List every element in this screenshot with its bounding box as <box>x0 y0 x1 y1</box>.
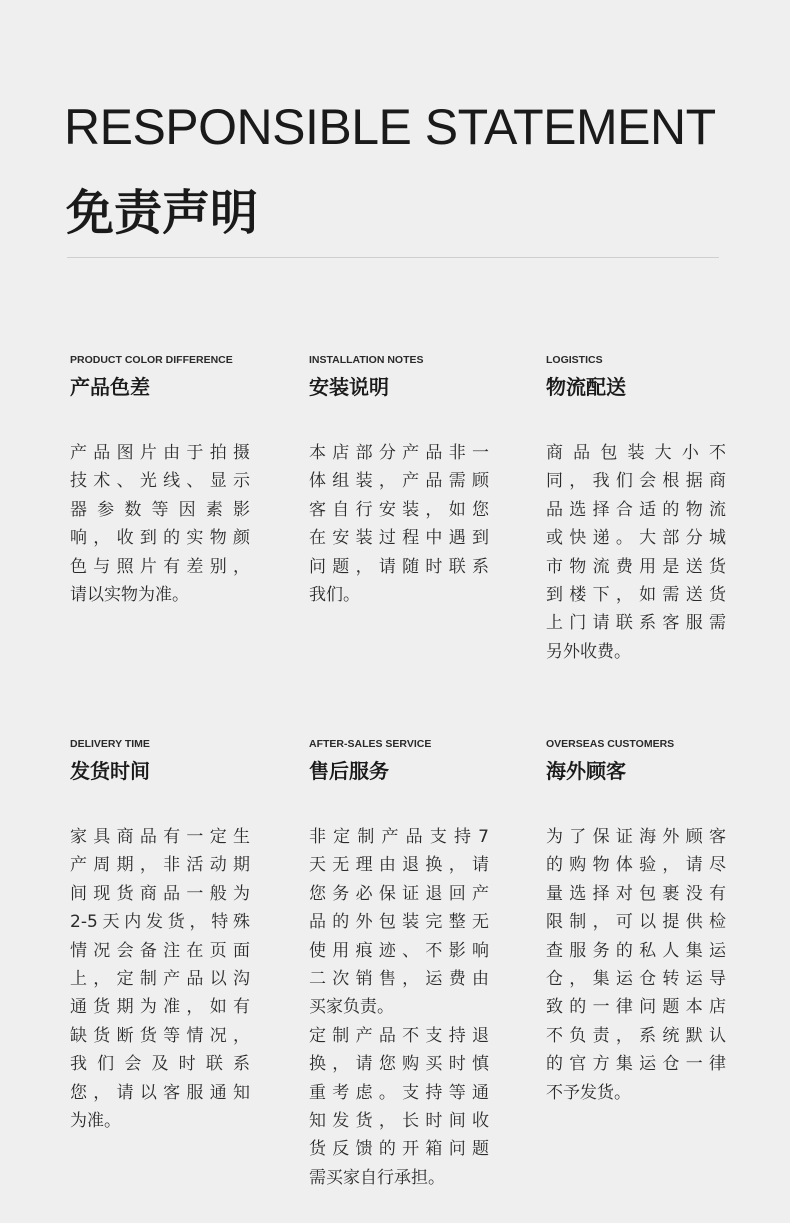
section-overseas-customers <box>546 737 736 1107</box>
section-heading: 发货时间 <box>70 759 150 783</box>
body-line: 知发货，长时间收 <box>309 1111 489 1132</box>
body-line: 在安装过程中遇到 <box>309 528 489 549</box>
body-line: 为准。 <box>70 1111 121 1132</box>
body-line: 或快递。大部分城 <box>546 528 726 549</box>
body-line: 重考虑。支持等通 <box>309 1082 489 1103</box>
body-line: 市物流费用是送货 <box>546 556 726 577</box>
body-line: 为了保证海外顾客 <box>546 827 726 847</box>
section-heading: 海外顾客 <box>546 759 626 783</box>
body-line: 品选择合适的物流 <box>546 499 726 520</box>
body-line: 缺货断货等情况， <box>70 1025 250 1046</box>
body-line: 使用痕迹、不影响 <box>309 940 489 961</box>
section-after-sales-service <box>309 737 499 1192</box>
body-line: 色与照片有差别， <box>70 556 250 577</box>
section-heading: 安装说明 <box>309 375 389 399</box>
body-line: 家具商品有一定生 <box>70 827 250 847</box>
section-installation-notes <box>309 353 499 609</box>
body-line: 情况会备注在页面 <box>70 940 250 961</box>
section-body <box>309 823 489 1192</box>
section-body <box>546 439 726 666</box>
body-line: 技术、光线、显示 <box>70 471 250 492</box>
body-line: 问题，请随时联系 <box>309 556 489 577</box>
body-line: 天无理由退换，请 <box>309 855 489 876</box>
body-line: 通货期为准，如有 <box>70 997 250 1018</box>
body-line: 查服务的私人集运 <box>546 940 726 961</box>
body-line: 另外收费。 <box>546 641 631 662</box>
body-line: 到楼下，如需送货 <box>546 585 726 606</box>
body-line: 响，收到的实物颜 <box>70 528 250 549</box>
section-logistics <box>546 353 736 666</box>
body-line: 需买家自行承担。 <box>309 1167 445 1188</box>
body-line: 器参数等因素影 <box>70 499 250 520</box>
body-line: 的购物体验，请尽 <box>546 855 726 876</box>
section-label-english: LOGISTICS <box>546 354 603 366</box>
section-heading: 售后服务 <box>309 759 389 783</box>
section-label-english: AFTER-SALES SERVICE <box>309 738 432 750</box>
body-line: 货反馈的开箱问题 <box>309 1139 489 1160</box>
section-body <box>70 439 250 609</box>
body-line: 换，请您购买时慎 <box>309 1054 489 1075</box>
body-line: 致的一律问题本店 <box>546 997 726 1018</box>
body-line: 产周期，非活动期 <box>70 855 250 876</box>
section-body <box>309 439 489 609</box>
body-line: 产品图片由于拍摄 <box>70 443 250 463</box>
body-line: 请以实物为准。 <box>70 585 189 606</box>
section-heading: 产品色差 <box>70 375 150 399</box>
body-line: 上门请联系客服需 <box>546 613 726 634</box>
page-title-chinese: 免责声明 <box>66 185 259 241</box>
section-body <box>546 823 726 1107</box>
body-line: 品的外包装完整无 <box>309 912 489 933</box>
body-line: 上，定制产品以沟 <box>70 969 250 990</box>
section-product-color-difference <box>70 353 260 609</box>
body-line: 非定制产品支持7 <box>309 827 489 847</box>
body-line: 不予发货。 <box>546 1082 631 1103</box>
body-line: 本店部分产品非一 <box>309 443 489 463</box>
page-title-english: RESPONSIBLE STATEMENT <box>64 99 716 155</box>
section-label-english: INSTALLATION NOTES <box>309 354 424 366</box>
body-line: 客自行安装，如您 <box>309 499 489 520</box>
body-line: 不负责，系统默认 <box>546 1025 726 1046</box>
body-line: 体组装，产品需顾 <box>309 471 489 492</box>
body-line: 我们会及时联系 <box>70 1054 250 1075</box>
body-line: 2-5天内发货，特殊 <box>70 912 250 933</box>
body-line: 定制产品不支持退 <box>309 1025 489 1046</box>
title-divider <box>67 257 719 258</box>
section-label-english: DELIVERY TIME <box>70 738 150 750</box>
body-line: 仓，集运仓转运导 <box>546 969 726 990</box>
body-line: 买家负责。 <box>309 997 394 1018</box>
body-line: 同，我们会根据商 <box>546 471 726 492</box>
body-line: 您，请以客服通知 <box>70 1082 250 1103</box>
body-line: 商品包装大小不 <box>546 443 726 463</box>
section-label-english: OVERSEAS CUSTOMERS <box>546 738 675 750</box>
body-line: 二次销售，运费由 <box>309 969 489 990</box>
section-delivery-time <box>70 737 260 1135</box>
body-line: 我们。 <box>309 585 360 606</box>
body-line: 的官方集运仓一律 <box>546 1054 726 1075</box>
body-line: 量选择对包裹没有 <box>546 883 726 904</box>
section-label-english: PRODUCT COLOR DIFFERENCE <box>70 354 233 366</box>
section-heading: 物流配送 <box>546 375 626 399</box>
body-line: 限制，可以提供检 <box>546 912 726 933</box>
body-line: 间现货商品一般为 <box>70 883 250 904</box>
body-line: 您务必保证退回产 <box>309 883 489 904</box>
section-body <box>70 823 250 1135</box>
